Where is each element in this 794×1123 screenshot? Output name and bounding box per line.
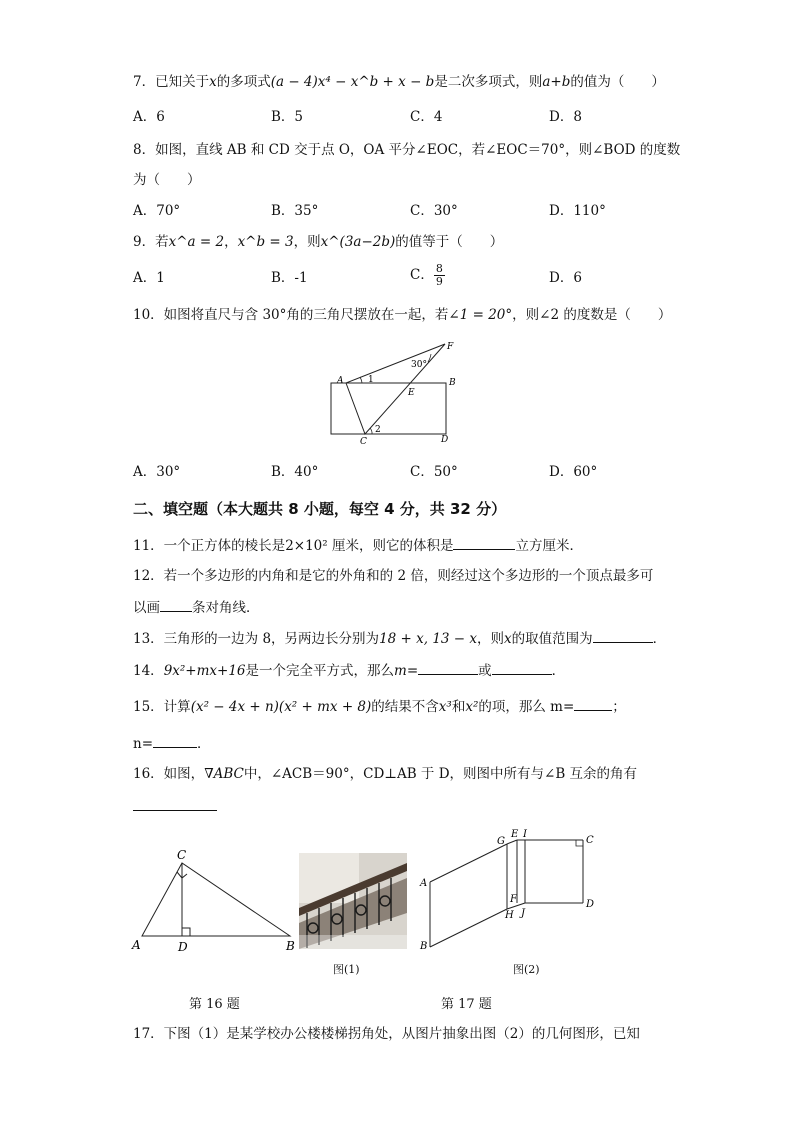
fig17-label-C: C xyxy=(586,835,594,846)
q7-option-d: D．8 xyxy=(549,109,582,125)
q9-option-a: A．1 xyxy=(133,270,165,286)
fig17-label-A: A xyxy=(420,878,428,889)
q10-option-a: A．30° xyxy=(133,464,181,480)
label-B: B xyxy=(449,378,456,388)
label-D: D xyxy=(441,435,449,445)
q7-option-b: B．5 xyxy=(271,109,304,125)
right-angle-d xyxy=(182,928,190,936)
q10-option-c: C．50° xyxy=(410,464,458,480)
angle-1-arc xyxy=(360,377,362,383)
fig17-label-B: B xyxy=(420,941,428,952)
question-13: 13．三角形的一边为 8，另两边长分别为18 + x, 13 − x，则x的取值范围为 ． xyxy=(133,628,666,649)
fig16-triangle xyxy=(128,842,303,957)
fig17-diagram xyxy=(415,825,605,953)
question-15-line1: 15．计算(x² − 4x + n)(x² + mx + 8)的结果不含x³和x²的项，那么 m= ； xyxy=(133,696,626,717)
fig17-label-H: H xyxy=(505,910,514,921)
q14-answer-blank-1[interactable] xyxy=(418,660,478,675)
label-1: 1 xyxy=(368,375,374,385)
caption-question-16: 第 16 题 xyxy=(189,997,240,1012)
label-2: 2 xyxy=(375,425,381,435)
q11-answer-blank[interactable] xyxy=(453,535,515,550)
q9-condition-2: x^b = 3 xyxy=(237,234,294,250)
q14-answer-blank-2[interactable] xyxy=(492,660,552,675)
ruler-rect xyxy=(331,383,446,434)
fig17-label-G: G xyxy=(497,836,505,847)
q9-condition-1: x^a = 2 xyxy=(168,234,225,250)
q10-option-d: D．60° xyxy=(549,464,598,480)
q10-option-b: B．40° xyxy=(271,464,319,480)
question-8-line2: 为（ ） xyxy=(133,172,201,188)
q13-expression: 18 + x, 13 − x xyxy=(379,631,478,647)
q7-option-c: C．4 xyxy=(410,109,443,125)
question-11: 11．一个正方体的棱长是2×10² 厘米，则它的体积是 立方厘米． xyxy=(133,535,583,556)
q10-condition: ∠1 = 20° xyxy=(448,307,513,323)
q8-option-d: D．110° xyxy=(549,203,606,219)
label-30: 30° xyxy=(411,360,427,370)
question-10: 10．如图将直尺与含 30°角的三角尺摆放在一起，若∠1 = 20°，则∠2 的度数是（ ） xyxy=(133,307,672,323)
question-7: 7．已知关于x的多项式(a − 4)x⁴ − x^b + x − b是二次多项式，则a+b的值为（ ） xyxy=(133,74,665,90)
question-12-line1: 12．若一个多边形的内角和是它的外角和的 2 倍，则经过这个多边形的一个顶点最多可 xyxy=(133,568,654,584)
label-A: A xyxy=(337,376,344,386)
q9-option-c: C． $\frac{8}{9}$ xyxy=(410,262,443,288)
q8-option-a: A．70° xyxy=(133,203,181,219)
q15-answer-blank-m[interactable] xyxy=(574,696,612,711)
fig16-label-A: A xyxy=(132,938,141,952)
label-F: F xyxy=(447,342,454,352)
question-17-line1: 17．下图（1）是某学校办公楼楼梯拐角处，从图片抽象出图（2）的几何图形，已知 xyxy=(133,1026,640,1042)
caption-photo: 图(1) xyxy=(333,963,360,976)
q9-option-b: B．-1 xyxy=(271,270,308,286)
q15-answer-blank-n[interactable] xyxy=(153,733,197,748)
q16-expression: ∇ABC xyxy=(204,766,244,782)
q9-option-d: D．6 xyxy=(549,270,582,286)
q11-expression: 2×10² 厘米 xyxy=(285,538,359,554)
angle-2-arc xyxy=(370,428,372,434)
question-9: 9．若x^a = 2，x^b = 3，则x^(3a−2b)的值等于（ ） xyxy=(133,234,504,250)
q10-figure xyxy=(320,336,460,448)
q12-answer-blank[interactable] xyxy=(160,597,192,612)
label-C: C xyxy=(360,437,367,447)
question-12-line2: 以画 条对角线． xyxy=(133,597,260,618)
label-E: E xyxy=(408,388,415,398)
question-8-line1: 8．如图，直线 AB 和 CD 交于点 O，OA 平分∠EOC，若∠EOC＝70°，则∠BOD 的度数 xyxy=(133,142,681,158)
staircase-photo xyxy=(299,853,407,949)
fig17-label-D: D xyxy=(586,899,595,910)
section-title: 二、填空题（本大题共 8 小题，每空 4 分，共 32 分） xyxy=(133,500,507,518)
question-14: 14．9x²+mx+16是一个完全平方式，那么m= 或 ． xyxy=(133,660,565,681)
triangle-abc xyxy=(142,863,290,936)
q7-expression: (a − 4)x⁴ − x^b + x − b xyxy=(270,74,435,90)
q8-option-b: B．35° xyxy=(271,203,319,219)
fig17-label-J: J xyxy=(521,908,526,919)
fig17-label-I: I xyxy=(523,829,527,840)
caption-question-17: 第 17 题 xyxy=(441,997,492,1012)
caption-diagram: 图(2) xyxy=(513,963,540,976)
q14-expression: 9x²+mx+16 xyxy=(163,663,246,679)
fig17-label-E: E xyxy=(511,829,519,840)
q7-option-a: A．6 xyxy=(133,109,165,125)
q8-option-c: C．30° xyxy=(410,203,458,219)
fig16-label-B: B xyxy=(286,939,295,953)
q15-expression: (x² − 4x + n)(x² + mx + 8) xyxy=(190,699,372,715)
fig16-label-D: D xyxy=(178,940,188,954)
question-16: 16．如图，∇ABC中，∠ACB＝90°，CD⊥AB 于 D，则图中所有与∠B 互余的角有 xyxy=(133,766,638,782)
question-15-line2: n= ． xyxy=(133,733,211,754)
q9-expression: x^(3a−2b) xyxy=(320,234,396,250)
q16-answer-blank[interactable] xyxy=(133,810,217,811)
q13-answer-blank[interactable] xyxy=(593,628,653,643)
q9-fraction: $\frac{8}{9}$ xyxy=(435,262,443,288)
q7-text: 7．已知关于 xyxy=(133,74,210,90)
fig17-label-F: F xyxy=(510,894,517,905)
fig16-label-C: C xyxy=(177,848,187,862)
